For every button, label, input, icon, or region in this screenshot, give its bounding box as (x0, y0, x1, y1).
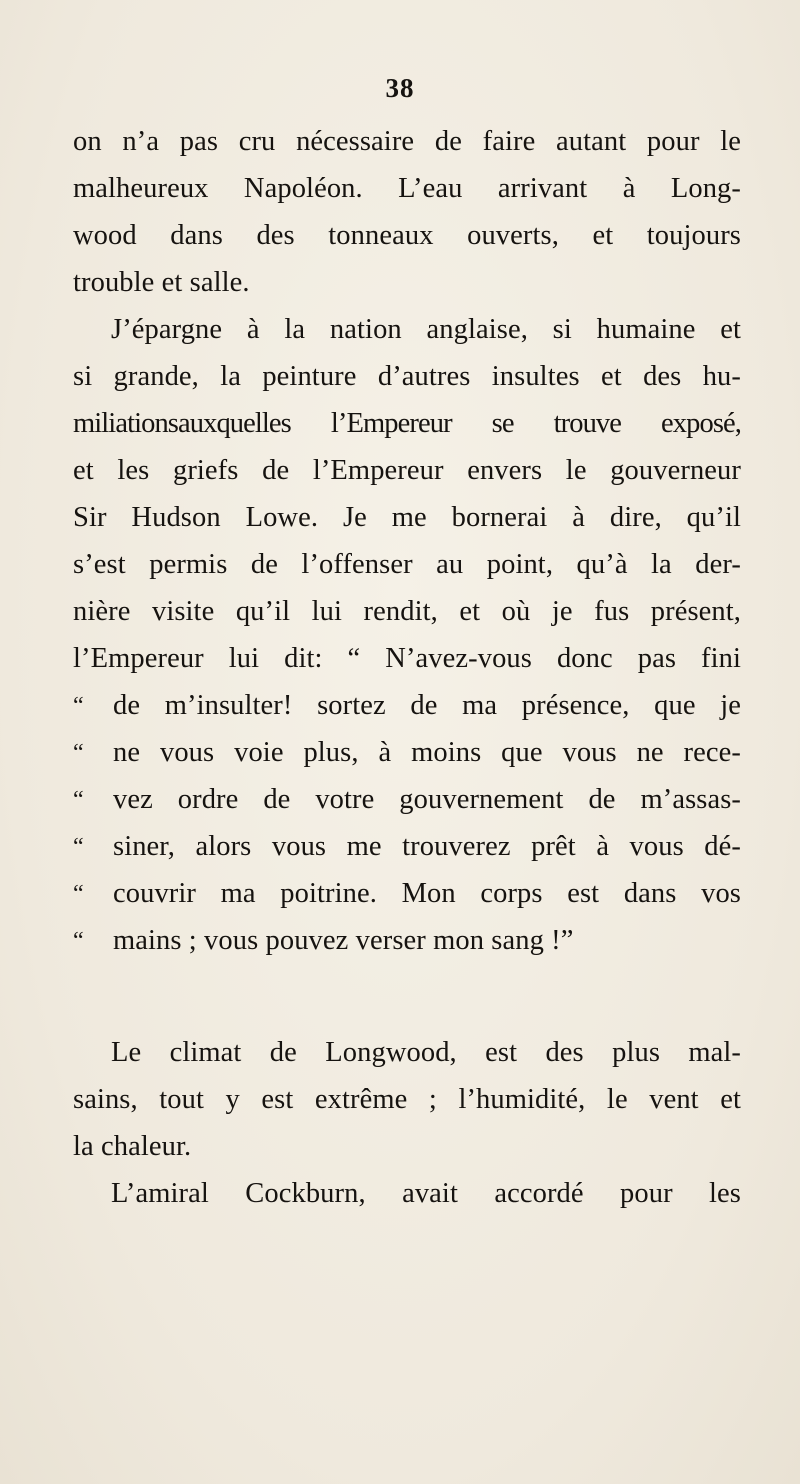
first-paragraphs (73, 122, 741, 782)
quote-text: de m’insulter! sortez de ma présence, que je (113, 690, 741, 721)
quote-line (73, 827, 741, 867)
text-line: miliationsauxquelles l’Empereur se trouve exposé, (73, 408, 741, 439)
quote-text: siner, alors vous me trouverez prêt à vous dé- (113, 831, 741, 862)
text-line: malheureux Napoléon. L’eau arrivant à Long- (73, 173, 741, 204)
text-line: l’Empereur lui dit: “ N’avez-vous donc pas fini (73, 643, 741, 674)
text-line: J’épargne à la nation anglaise, si humaine et (111, 314, 741, 345)
text-line: trouble et salle. (73, 267, 250, 298)
quote-mark: “ (73, 740, 84, 766)
napoleon-quote (73, 686, 741, 976)
quote-mark: “ (73, 787, 84, 813)
text-line: Le climat de Longwood, est des plus mal- (111, 1037, 741, 1068)
quote-line (73, 874, 741, 914)
quote-mark: “ (73, 834, 84, 860)
second-section (73, 1033, 741, 1233)
page-number: 38 (385, 73, 415, 103)
quote-line (73, 733, 741, 773)
text-line: on n’a pas cru nécessaire de faire autant pour le (73, 126, 741, 157)
quote-line (73, 921, 741, 961)
text-line: la chaleur. (73, 1131, 192, 1162)
text-line: wood dans des tonneaux ouverts, et toujours (73, 220, 741, 251)
quote-line (73, 686, 741, 726)
quote-text: ne vous voie plus, à moins que vous ne rece- (113, 737, 741, 768)
text-line: nière visite qu’il lui rendit, et où je fus présent, (73, 596, 741, 627)
text-line: s’est permis de l’offenser au point, qu’à la der- (73, 549, 741, 580)
text-line: et les griefs de l’Empereur envers le gouverneur (73, 455, 741, 486)
quote-text: vez ordre de votre gouvernement de m’assas- (113, 784, 741, 815)
text-line: sains, tout y est extrême ; l’humidité, le vent et (73, 1084, 741, 1115)
quote-text: couvrir ma poitrine. Mon corps est dans vos (113, 878, 741, 909)
text-line: Sir Hudson Lowe. Je me bornerai à dire, qu’il (73, 502, 741, 533)
quote-text: mains ; vous pouvez verser mon sang !” (113, 925, 574, 956)
text-line: L’amiral Cockburn, avait accordé pour les (111, 1178, 741, 1209)
quote-mark: “ (73, 881, 84, 907)
quote-mark: “ (73, 928, 84, 954)
text-line: si grande, la peinture d’autres insultes et des hu- (73, 361, 741, 392)
quote-line (73, 780, 741, 820)
quote-mark: “ (73, 693, 84, 719)
